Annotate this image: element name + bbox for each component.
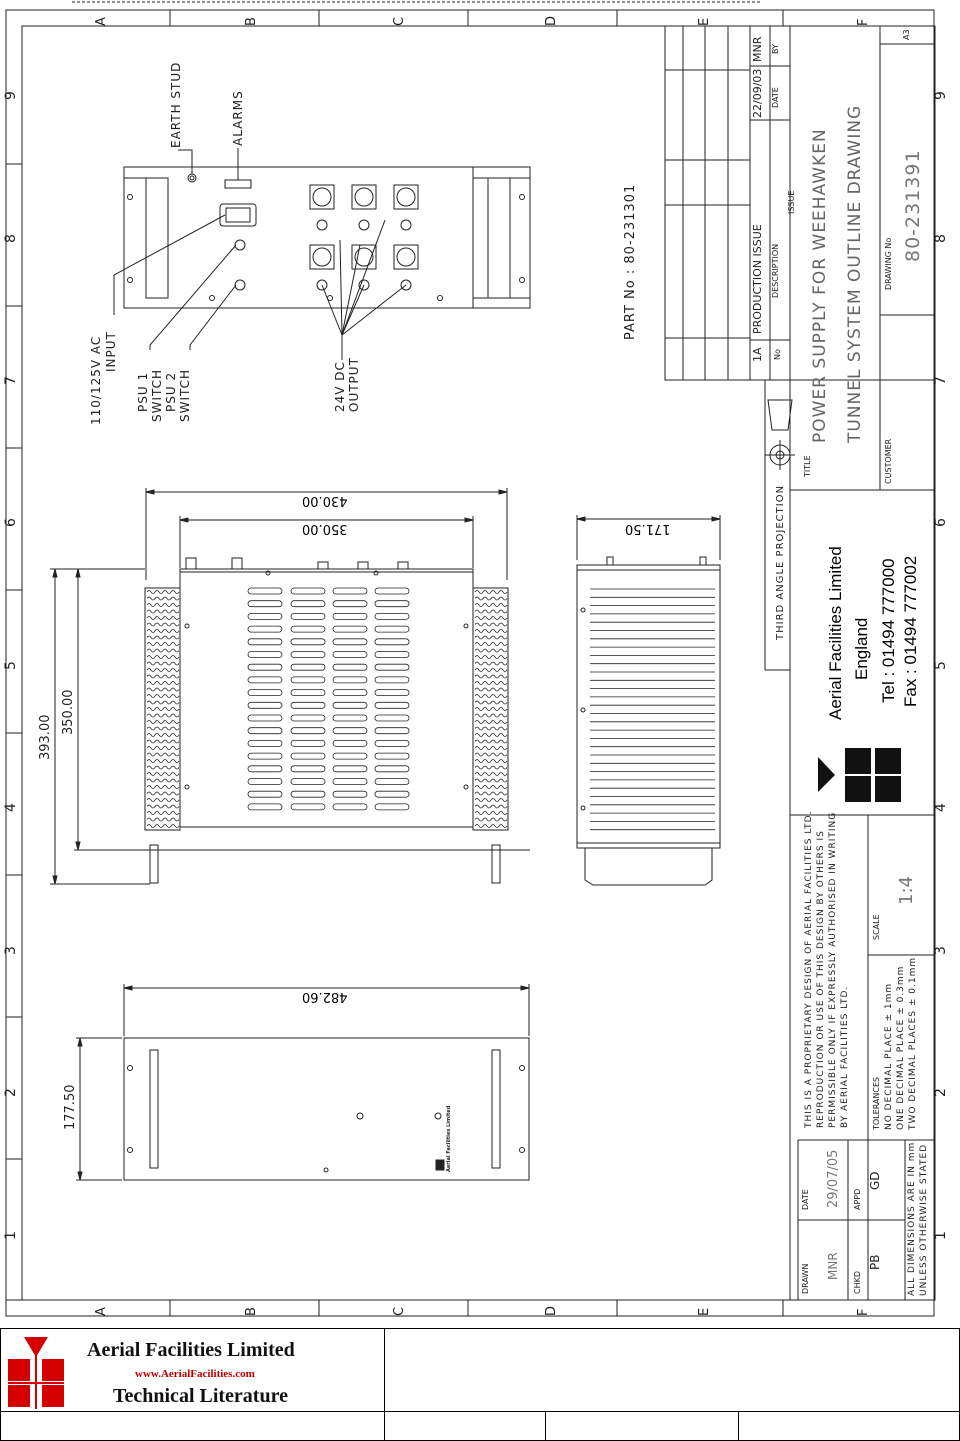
vent-slot [248,702,282,708]
vent-slot [375,652,409,658]
vent-slot [291,652,325,658]
heatsink-fin [475,688,507,691]
heatsink-fin [147,688,179,691]
footer-literature: Technical Literature [113,1385,288,1407]
vent-slot [375,804,409,810]
tolerance-2: ONE DECIMAL PLACE ± 0.3mm [896,965,906,1130]
heatsink-fin [475,734,507,737]
grid-number-3: 3 [3,946,19,955]
heatsink-fin [147,812,179,815]
heatsink-fin [147,656,179,659]
vent-slot [333,677,367,683]
title-line-1: POWER SUPPLY FOR WEEHAWKEN [810,128,830,443]
heatsink-fin [147,727,179,730]
grid-letter-a: A [94,17,109,26]
vent-slot [333,766,367,772]
heatsink-fin [475,610,507,613]
heatsink-fin [147,662,179,665]
vent-slot [248,791,282,797]
vent-slot [333,804,367,810]
vent-slot [375,639,409,645]
grid-letter-b-bottom: B [244,1307,259,1316]
heatsink-fin [147,792,179,795]
grid-number-8-right: 8 [933,234,949,243]
customer-label: CUSTOMER [884,438,893,484]
heatsink-fin [147,753,179,756]
vent-slot [248,677,282,683]
grid-letter-d: D [544,15,559,26]
heatsink-fin [475,630,507,633]
heatsink-fin [147,610,179,613]
date-value: 29/07/05 [826,1149,841,1208]
heatsink-fin [147,591,179,594]
vent-slot [333,715,367,721]
heatsink-fin [475,656,507,659]
vent-slot [248,740,282,746]
heatsink-fin [475,812,507,815]
vent-slot [248,753,282,759]
vent-slot [333,740,367,746]
heatsink-fin [147,649,179,652]
grid-letter-c-bottom: C [392,1306,407,1316]
vent-slot [248,601,282,607]
vent-slot [375,728,409,734]
vent-slot [291,728,325,734]
vent-slot [248,690,282,696]
appd-label: APPD [853,1188,862,1210]
dims-note-1: ALL DIMENSIONS ARE IN mm [907,1141,917,1296]
heatsink-fin [147,766,179,769]
grid-number-6: 6 [3,518,19,527]
heatsink-fin [475,604,507,607]
vent-slot [291,804,325,810]
vent-slot [291,753,325,759]
rev-by: MNR [751,36,764,62]
heatsink-fin [475,799,507,802]
vent-slot [375,690,409,696]
dims-note-2: UNLESS OTHERWISE STATED [919,1143,929,1296]
heatsink-fin [475,701,507,704]
vent-slot [291,588,325,594]
rev-description: PRODUCTION ISSUE [751,224,764,334]
grid-letter-d-bottom: D [544,1305,559,1316]
heatsink-fin [475,617,507,620]
heatsink-fin [475,786,507,789]
footer-url[interactable]: www.AerialFacilities.com [135,1368,255,1380]
label-earth-stud: EARTH STUD [169,61,183,148]
grid-letter-a-bottom: A [94,1307,109,1316]
dim-chassis-depth: 350.00 [61,689,76,735]
vent-slot [333,588,367,594]
notice-line-2: REPRODUCTION OR USE OF THIS DESIGN BY OTHERS IS [816,830,826,1128]
heatsink-fin [147,825,179,828]
heatsink-fin [147,623,179,626]
grid-letter-f-bottom: F [856,1308,871,1316]
vent-slot [291,740,325,746]
heatsink-fin [475,773,507,776]
vent-slot [248,664,282,670]
grid-number-4-right: 4 [933,803,949,812]
rev-hdr-date: DATE [771,87,780,108]
drawn-value: MNR [826,1252,840,1280]
vent-slot [291,715,325,721]
vent-slot [248,613,282,619]
vent-slot [333,690,367,696]
heatsink-fin [475,591,507,594]
vent-slot [375,740,409,746]
heatsink-fin [475,695,507,698]
footer-logo-cell [1,1329,385,1411]
label-dc-output-2: OUTPUT [347,357,361,412]
heatsink-fin [147,675,179,678]
heatsink-fin [475,760,507,763]
label-part-no: PART No : 80-231301 [623,183,638,340]
grid-letter-b: B [244,17,259,26]
sheet-size: A3 [902,29,911,40]
vent-slot [375,753,409,759]
label-psu1-2: SWITCH [150,368,164,422]
vent-slot [333,626,367,632]
vent-slot [248,626,282,632]
label-alarms: ALARMS [231,90,245,146]
heatsink-fin [147,669,179,672]
heatsink-fin [147,740,179,743]
drawn-label: DRAWN [801,1263,810,1294]
heatsink-fin [475,675,507,678]
heatsink-fin [147,786,179,789]
dim-overall-depth: 393.00 [38,714,53,760]
grid-letter-c: C [392,16,407,26]
vent-slot [333,639,367,645]
grid-number-1-right: 1 [933,1231,949,1240]
heatsink-fin [147,721,179,724]
dim-overall-width: 430.00 [302,493,348,508]
vent-slot [291,613,325,619]
heatsink-fin [147,617,179,620]
company-fax: Fax : 01494 777002 [901,555,920,707]
vent-slot [248,728,282,734]
vent-slot [291,791,325,797]
drawing-no: 80-231391 [902,149,924,262]
footer-cell-1 [1,1411,385,1440]
heatsink-fin [475,727,507,730]
chkd-value: PB [868,1254,882,1270]
grid-number-5: 5 [3,661,19,670]
footer-cell-2 [384,1411,546,1440]
heatsink-fin [475,597,507,600]
vent-slot [375,715,409,721]
vent-slot [291,626,325,632]
heatsink-fin [475,669,507,672]
title-line-2: TUNNEL SYSTEM OUTLINE DRAWING [845,104,865,443]
vent-slot [375,588,409,594]
tolerance-3: TWO DECIMAL PLACES ± 0.1mm [908,956,918,1130]
heatsink-fin [147,773,179,776]
footer-cell-3 [545,1411,739,1440]
vent-slot [291,690,325,696]
heatsink-fin [475,753,507,756]
vent-slot [375,702,409,708]
vent-slot [291,664,325,670]
scale-label: SCALE [872,914,881,940]
heatsink-fin [147,701,179,704]
label-dc-output-1: 24V DC [333,361,347,412]
vent-slot [375,626,409,632]
heatsink-fin [475,825,507,828]
heatsink-fin [475,643,507,646]
heatsink-fin [147,805,179,808]
vent-slot [248,715,282,721]
grid-number-3-right: 3 [933,946,949,955]
tolerance-1: NO DECIMAL PLACE ± 1mm [884,982,894,1130]
vent-slot [291,766,325,772]
dim-front-height: 177.50 [63,1084,78,1130]
grid-number-5-right: 5 [933,661,949,670]
heatsink-fin [147,714,179,717]
vent-slot [375,779,409,785]
chkd-label: CHKD [853,1270,862,1294]
vent-slot [375,791,409,797]
heatsink-fin [147,734,179,737]
heatsink-fin [475,708,507,711]
label-psu2-1: PSU 2 [164,371,178,412]
vent-slot [291,779,325,785]
vent-slot [333,664,367,670]
grid-number-1: 1 [3,1231,19,1240]
grid-number-2-right: 2 [933,1088,949,1097]
heatsink-fin [475,792,507,795]
rev-hdr-issue: ISSUE [787,190,796,214]
grid-letter-f: F [856,18,871,26]
grid-number-7: 7 [3,376,19,385]
vent-slot [248,779,282,785]
grid-number-8: 8 [3,234,19,243]
drawing-no-label: DRAWING No [884,237,893,290]
notice-line-1: THIS IS A PROPRIETARY DESIGN OF AERIAL FACILITIES LTD. [804,810,814,1128]
vent-slot [248,652,282,658]
heatsink-fin [475,682,507,685]
heatsink-fin [147,818,179,821]
label-ac-input-2: INPUT [104,331,118,372]
vent-slot [375,601,409,607]
vent-slot [291,677,325,683]
vent-slot [333,728,367,734]
company-tel: Tel : 01494 777000 [879,558,898,703]
vent-slot [291,702,325,708]
heatsink-fin [475,818,507,821]
heatsink-fin [147,695,179,698]
projection-label: THIRD ANGLE PROJECTION [775,484,786,640]
heatsink-fin [475,662,507,665]
heatsink-fin [475,623,507,626]
heatsink-fin [147,708,179,711]
scale-value: 1:4 [896,876,917,905]
heatsink-fin [475,805,507,808]
vent-slot [291,601,325,607]
heatsink-fin [147,643,179,646]
vent-slot [375,677,409,683]
heatsink-fin [475,649,507,652]
dim-front-width: 482.60 [302,989,348,1004]
heatsink-fin [475,747,507,750]
grid-letter-e: E [697,17,712,26]
front-panel-logo-text: Aerial Facilities Limited [446,1105,452,1172]
rev-hdr-by: BY [771,44,780,54]
label-psu2-2: SWITCH [178,368,192,422]
vent-slot [291,639,325,645]
notice-line-3: PERMISSIBLE ONLY IF EXPRESSLY AUTHORISED IN WRITING [828,811,838,1128]
grid-number-4: 4 [3,803,19,812]
date-label: DATE [801,1189,810,1210]
label-psu1-1: PSU 1 [136,371,150,412]
appd-value: GD [868,1171,882,1190]
vent-slot [248,804,282,810]
heatsink-fin [147,597,179,600]
heatsink-fin [147,760,179,763]
vent-slot [333,613,367,619]
company-country: England [852,617,871,680]
vent-slot [333,779,367,785]
rev-hdr-description: DESCRIPTION [771,243,780,298]
vent-slot [375,613,409,619]
grid-number-2: 2 [3,1088,19,1097]
vent-slot [248,639,282,645]
vent-slot [375,664,409,670]
company-name: Aerial Facilities Limited [826,546,845,720]
heatsink-fin [475,740,507,743]
heatsink-fin [147,682,179,685]
title-label: TITLE [803,455,812,477]
heatsink-fin [475,779,507,782]
heatsink-fin [147,630,179,633]
vent-slot [375,766,409,772]
heatsink-fin [147,636,179,639]
vent-slot [333,652,367,658]
grid-number-9-right: 9 [933,91,949,100]
footer-company-name: Aerial Facilities Limited [87,1339,295,1361]
heatsink-fin [475,721,507,724]
rev-hdr-no: No [773,349,782,360]
tolerances-label: TOLERANCES [872,1076,881,1130]
vent-slot [333,791,367,797]
dim-chassis-width: 350.00 [302,521,348,536]
grid-letter-e-bottom: E [697,1307,712,1316]
rev-date: 22/09/03 [751,68,764,118]
heatsink-fin [147,747,179,750]
heatsink-fin [475,714,507,717]
grid-number-7-right: 7 [933,376,949,385]
vent-slot [333,702,367,708]
notice-line-4: BY AERIAL FACILITIES LTD. [840,985,850,1128]
heatsink-fin [147,604,179,607]
grid-number-6-right: 6 [933,518,949,527]
heatsink-fin [147,799,179,802]
rev-issue: 1A [751,347,764,362]
vent-slot [248,588,282,594]
vent-slot [333,753,367,759]
vent-slot [333,601,367,607]
grid-number-9: 9 [3,91,19,100]
heatsink-fin [147,779,179,782]
vent-slot [248,766,282,772]
document-footer [0,1328,960,1441]
heatsink-fin [475,766,507,769]
dim-side-height: 171.50 [625,521,671,536]
label-ac-input-1: 110/125V AC [89,335,103,425]
heatsink-fin [475,636,507,639]
